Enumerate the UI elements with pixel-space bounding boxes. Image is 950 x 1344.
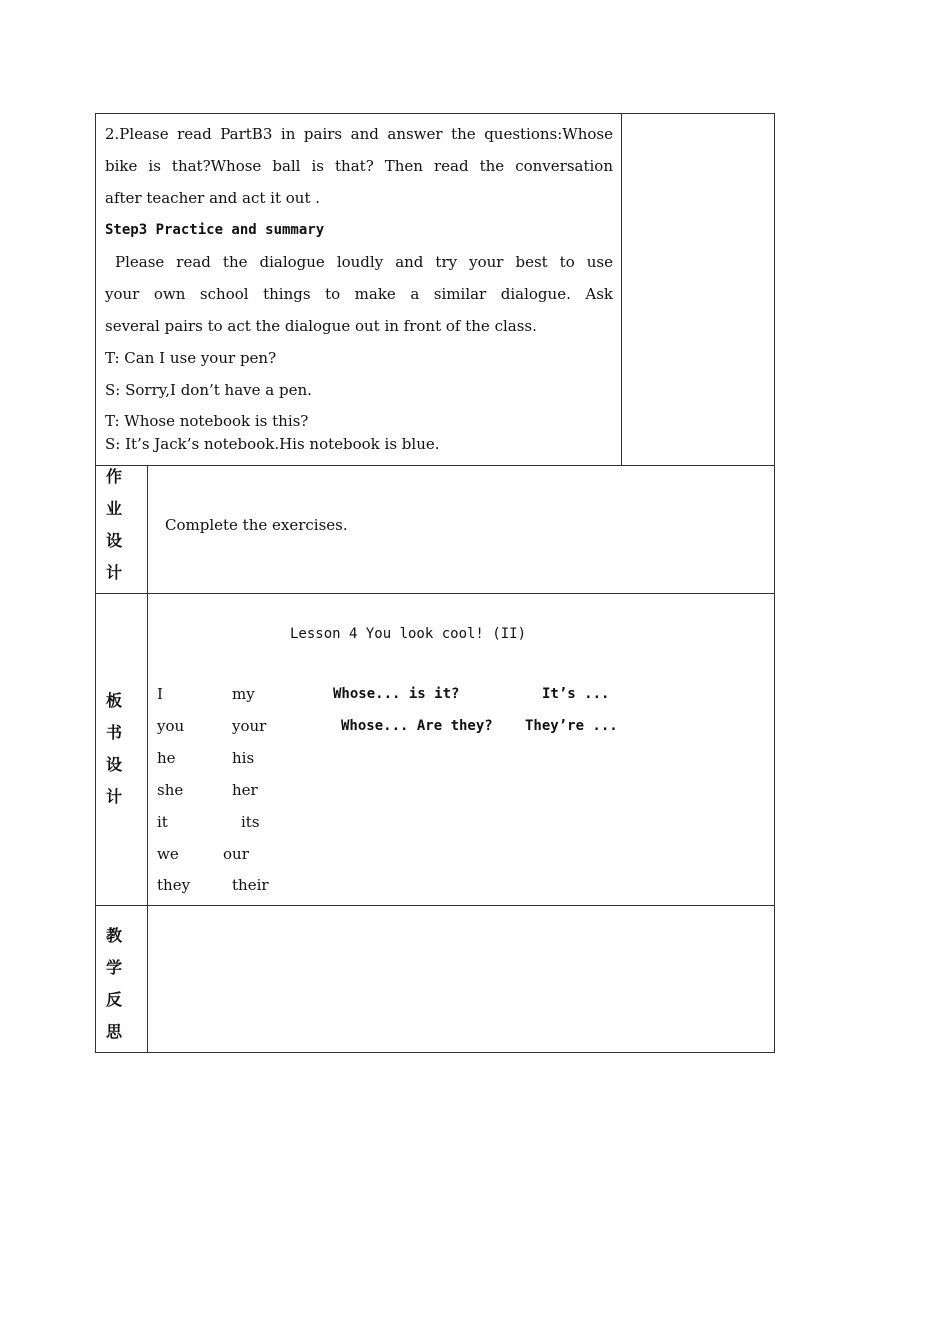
reflection-label <box>104 920 124 1048</box>
label-char: 学 <box>105 958 122 977</box>
pattern-question: Whose... Are they? <box>341 718 493 734</box>
pattern-question: Whose... is it? <box>333 686 460 702</box>
label-char: 设 <box>105 531 122 550</box>
dialogue-line: T: Whose notebook is this? <box>105 412 309 430</box>
pronoun-possessive: his <box>232 749 255 767</box>
label-char: 思 <box>105 1022 122 1041</box>
label-char: 计 <box>105 563 122 582</box>
table-row-divider <box>95 593 775 594</box>
pattern-answer: It’s ... <box>542 686 610 702</box>
pronoun-subject: they <box>157 876 191 894</box>
practice-line: your own school things to make a similar dialogue. Ask <box>105 285 613 303</box>
homework-text: Complete the exercises. <box>165 516 348 534</box>
pronoun-possessive: my <box>232 685 255 703</box>
label-char: 业 <box>105 499 122 518</box>
step3-heading: Step3 Practice and summary <box>105 222 325 238</box>
pronoun-possessive: our <box>223 845 249 863</box>
step2-instruction-line: after teacher and act it out . <box>105 189 321 207</box>
label-char: 计 <box>105 787 122 806</box>
label-char: 板 <box>105 691 122 710</box>
label-char: 书 <box>105 723 122 742</box>
homework-label <box>104 461 124 589</box>
label-char: 设 <box>105 755 122 774</box>
label-char: 教 <box>105 926 122 945</box>
table-row-divider <box>95 465 775 466</box>
board-title: Lesson 4 You look cool! (II) <box>290 626 527 642</box>
pronoun-possessive: their <box>232 876 269 894</box>
dialogue-line: T: Can I use your pen? <box>105 349 277 367</box>
table-divider-label-column <box>147 465 148 1053</box>
table-row-divider <box>95 905 775 906</box>
pattern-answer: They’re ... <box>525 718 618 734</box>
label-char: 反 <box>105 990 122 1009</box>
dialogue-line: S: Sorry,I don’t have a pen. <box>105 381 312 399</box>
step2-instruction-line: 2.Please read PartB3 in pairs and answer the questions:Whose <box>105 125 613 143</box>
pronoun-subject: it <box>157 813 168 831</box>
table-divider-right-column <box>621 113 622 465</box>
pronoun-possessive: its <box>241 813 260 831</box>
pronoun-subject: he <box>157 749 176 767</box>
pronoun-subject: I <box>157 685 163 703</box>
label-char: 作 <box>105 467 122 486</box>
pronoun-subject: we <box>157 845 179 863</box>
pronoun-subject: you <box>157 717 185 735</box>
step2-instruction-line: bike is that?Whose ball is that? Then read the conversation <box>105 157 613 175</box>
practice-line: several pairs to act the dialogue out in front of the class. <box>105 317 537 335</box>
pronoun-possessive: your <box>232 717 267 735</box>
pronoun-possessive: her <box>232 781 258 799</box>
board-design-label <box>104 685 124 813</box>
pronoun-subject: she <box>157 781 184 799</box>
dialogue-line: S: It’s Jack’s notebook.His notebook is blue. <box>105 435 440 453</box>
practice-line: Please read the dialogue loudly and try your best to use <box>115 253 613 271</box>
